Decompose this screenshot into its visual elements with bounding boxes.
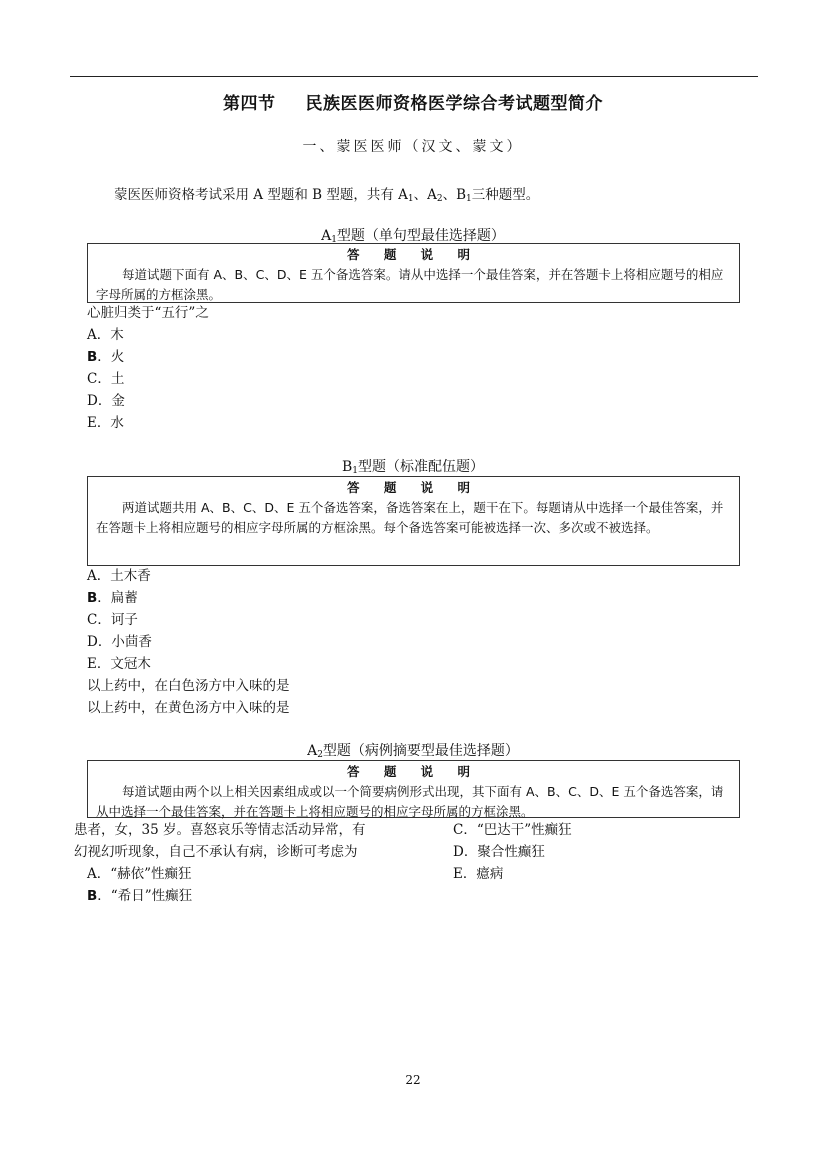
instructions-text: 每道试题下面有 A、B、C、D、E 五个备选答案。请从中选择一个最佳答案，并在答题卡上将相应题号的相应字母所属的方框涂黑。 [96,267,724,302]
option-c: C．“巴达干”性癫狂 [453,822,572,838]
option-d: D．金 [87,393,125,409]
question-stem: 以上药中，在白色汤方中入味的是 [87,678,290,694]
option-b: B．扁蓄 [87,590,138,606]
instructions-text: 两道试题共用 A、B、C、D、E 五个备选答案，备选答案在上，题干在下。每题请从中选择一个最佳答案，并在答题卡上将相应题号的相应字母所属的方框涂黑。每个备选答案可能被选择一次、多次或不被选择。 [96,500,724,535]
option-b: B．火 [87,349,125,365]
option-c: C．诃子 [87,612,138,628]
instructions-heading: 答 题 说 明 [346,247,481,262]
question-stem: 以上药中，在黄色汤方中入味的是 [87,700,290,716]
question-stem: 患者，女，35 岁。喜怒哀乐等情志活动异常，有 [74,822,366,838]
instructions-heading: 答 题 说 明 [346,480,481,495]
section-a2-instructions [87,760,740,818]
intro-paragraph: 蒙医医师资格考试采用 A 型题和 B 型题，共有 $A_1$、$A_2$、$B_1$三种题型。 [114,187,540,204]
section-a1-instructions [87,243,740,303]
section-b1-instructions [87,476,740,566]
option-d: D．小茴香 [87,634,152,650]
option-a: A．“赫依”性癫狂 [87,866,192,882]
option-e: E．文冠木 [87,656,151,672]
section-b1-heading: $B_1$型题（标准配伍题） [341,459,485,476]
option-d: D．聚合性癫狂 [453,844,545,860]
option-e: E．癔病 [453,866,504,882]
instructions-heading: 答 题 说 明 [346,764,481,779]
question-stem-continued: 幻视幻听现象，自己不承认有病，诊断可考虑为 [74,844,358,860]
option-a: A．土木香 [87,568,151,584]
page-number: 22 [405,1073,421,1087]
option-e: E．水 [87,415,124,431]
section-a2-heading: $A_2$型题（病例摘要型最佳选择题） [307,743,519,760]
question-stem: 心脏归类于“五行”之 [87,305,209,321]
option-a: A．木 [87,327,124,343]
option-c: C．土 [87,371,125,387]
section-a1-heading: $A_1$型题（单句型最佳选择题） [321,228,505,245]
page-title: 第四节 民族医医师资格医学综合考试题型简介 [223,94,603,114]
header-rule [70,76,758,77]
instructions-text: 每道试题由两个以上相关因素组成或以一个简要病例形式出现，其下面有 A、B、C、D、E 五个备选答案，请从中选择一个最佳答案，并在答题卡上将相应题号的相应字母所属的方框涂黑。 [96,784,724,819]
subtitle: 一、蒙医医师（汉文、蒙文） [302,139,524,155]
option-b: B．“希日”性癫狂 [87,888,193,904]
